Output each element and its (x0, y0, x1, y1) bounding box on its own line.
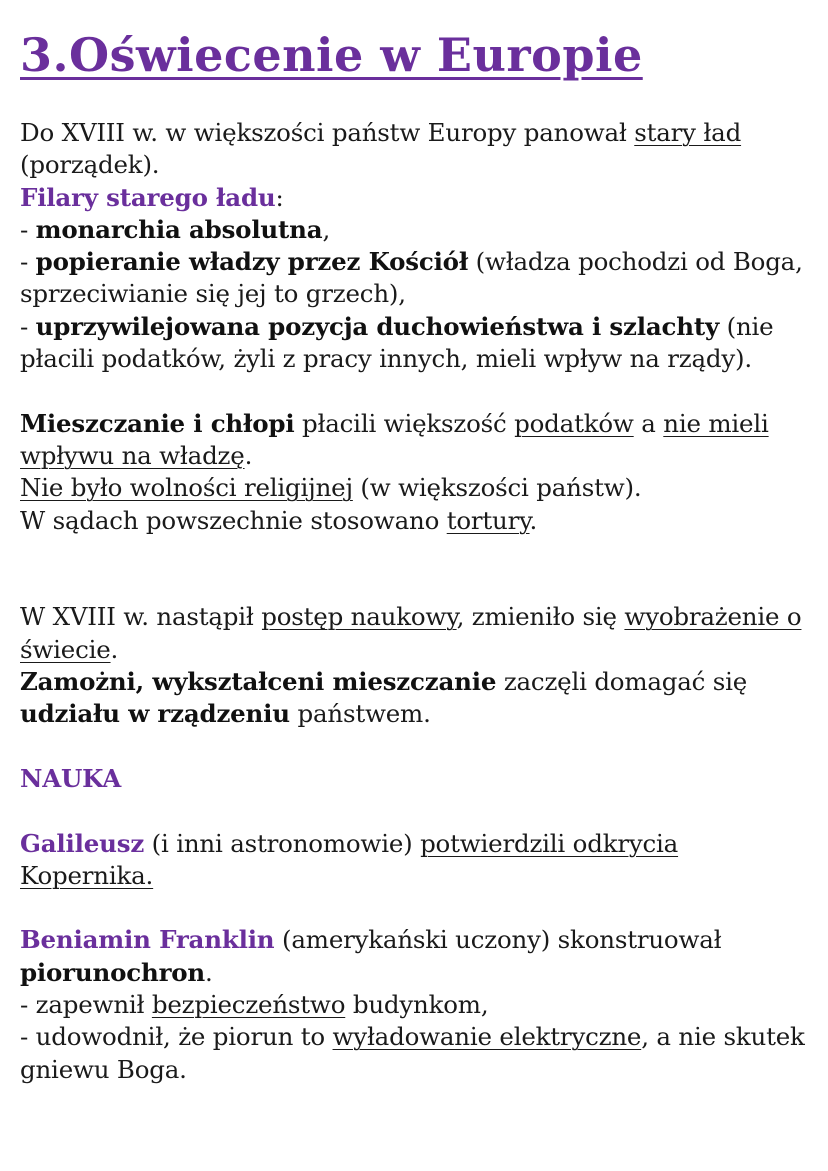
mieszczanie-paragraph (20, 408, 810, 473)
spacer (20, 375, 810, 407)
underlined-term: wyładowanie elektryczne (332, 1022, 642, 1052)
underlined-term: Nie było wolności religijnej (20, 473, 353, 503)
document-body (20, 117, 810, 1086)
intro-text: Do XVIII w. w większości państw Europy panował (20, 118, 635, 147)
paragraph-text: . (110, 634, 119, 664)
item-text: budynkom, (345, 990, 489, 1020)
paragraph-text: (amerykański uczony) skonstruował (274, 925, 722, 955)
underlined-term: stary ład (634, 118, 742, 147)
paragraph-text: (i inni astronomowie) (144, 828, 421, 858)
spacer (20, 731, 810, 763)
paragraph-text: a (633, 408, 664, 438)
filary-heading (20, 182, 810, 214)
paragraph-text: . (244, 440, 253, 470)
person-name: Beniamin Franklin (20, 925, 275, 955)
paragraph-text: W XVIII w. nastąpił (20, 602, 262, 632)
paragraph-text: , zmieniło się (456, 602, 625, 632)
heading-colon: : (275, 182, 284, 212)
underlined-term: podatków (514, 408, 634, 438)
person-name: Galileusz (20, 828, 145, 858)
intro-text-end: (porządek). (20, 150, 160, 180)
section-heading: Filary starego ładu (20, 182, 276, 212)
underlined-term: postęp naukowy (261, 602, 457, 632)
intro-paragraph (20, 117, 810, 182)
item-text: , (322, 214, 331, 244)
spacer (20, 892, 810, 924)
bold-term: piorunochron (20, 957, 206, 987)
filary-item-2 (20, 246, 810, 311)
filary-item-1 (20, 214, 810, 246)
franklin-paragraph (20, 924, 810, 989)
filary-item-3 (20, 311, 810, 376)
item-text: , a nie skutek gniewu Boga. (20, 1022, 805, 1084)
paragraph-text: . (529, 505, 538, 535)
paragraph-text: (w większości państw). (352, 473, 642, 503)
underlined-term: bezpieczeństwo (151, 990, 346, 1020)
bold-term: udziału w rządzeniu (20, 699, 290, 729)
underlined-term: tortury (446, 505, 530, 535)
paragraph-text: płacili większość (294, 408, 515, 438)
bold-term: popieranie władzy przez Kościół (35, 247, 469, 277)
spacer (20, 795, 810, 827)
bold-term: monarchia absolutna (35, 214, 323, 244)
underlined-term: wyobrażenie o świecie (20, 602, 802, 664)
postep-paragraph (20, 601, 810, 666)
franklin-item-2 (20, 1021, 810, 1086)
sady-paragraph (20, 505, 810, 537)
galileusz-paragraph (20, 828, 810, 893)
bold-term: uprzywilejowana pozycja duchowieństwa i szlachty (35, 311, 719, 341)
item-text: (władza pochodzi od Boga, sprzeciwianie się jej to grzech), (20, 247, 803, 309)
paragraph-text: zaczęli domagać się (496, 667, 748, 697)
zamozni-paragraph (20, 666, 810, 731)
wolnosc-paragraph (20, 472, 810, 504)
paragraph-text: W sądach powszechnie stosowano (20, 505, 447, 535)
bold-term: Mieszczanie i chłopi (20, 408, 295, 438)
list-dash: - (20, 214, 36, 244)
section-heading: NAUKA (20, 763, 122, 793)
list-dash: - (20, 247, 36, 277)
bold-term: Zamożni, wykształceni mieszczanie (20, 667, 497, 697)
nauka-heading (20, 763, 810, 795)
list-dash: - (20, 311, 36, 341)
franklin-item-1 (20, 989, 810, 1021)
paragraph-text: . (205, 957, 213, 987)
spacer (20, 537, 810, 602)
underlined-term: nie mieli wpływu na władzę (20, 408, 769, 470)
item-text: (nie płacili podatków, żyli z pracy innych, mieli wpływ na rządy). (20, 311, 774, 374)
item-text: - udowodnił, że piorun to (20, 1022, 333, 1052)
item-text: - zapewnił (20, 990, 152, 1020)
page-title: 3.Oświecenie w Europie (20, 28, 643, 82)
paragraph-text: państwem. (289, 699, 431, 729)
underlined-term: potwierdzili odkrycia Kopernika. (20, 828, 679, 890)
